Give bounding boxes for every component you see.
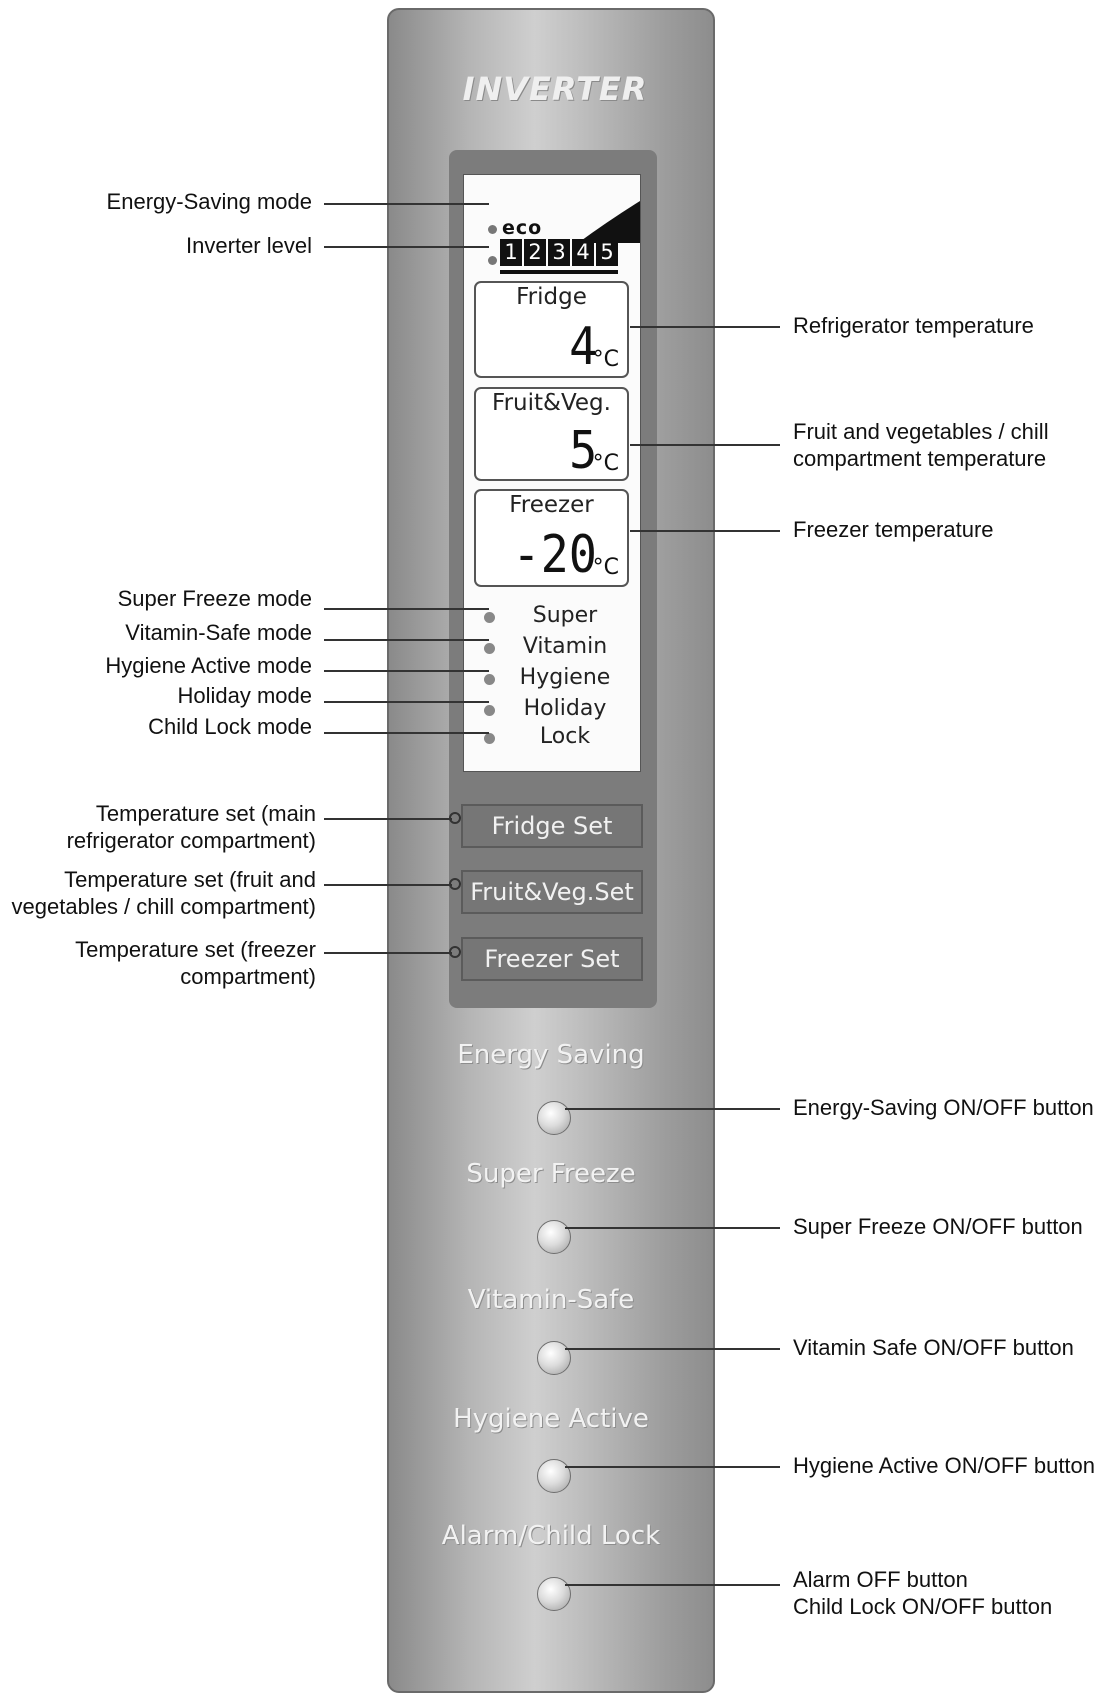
mode-lock-dot	[484, 733, 495, 744]
callout-temp-set-freezer-line-2: compartment)	[180, 964, 316, 989]
fruit-veg-temperature-box	[474, 387, 629, 481]
callout-line-temp-set-main	[324, 818, 452, 820]
callout-line-super-freeze-button	[565, 1227, 780, 1229]
inverter-level-dot	[488, 256, 497, 265]
hygiene-active-label: Hygiene Active	[453, 1404, 649, 1434]
display-frame	[449, 150, 657, 1008]
freezer-temperature-unit: °C	[592, 555, 619, 580]
callout-temp-set-fruit	[12, 866, 316, 920]
callout-temp-set-fruit-line-1: Temperature set (fruit and	[64, 867, 316, 892]
callout-line-hygiene-active-button	[565, 1466, 780, 1468]
callout-temp-set-freezer	[75, 936, 316, 990]
mode-super	[484, 603, 634, 631]
inverter-level-2: 2	[524, 239, 546, 266]
mode-super-label: Super	[532, 603, 598, 628]
freezer-temperature-value: -20	[512, 525, 597, 585]
callout-hygiene-active-mode: Hygiene Active mode	[105, 653, 312, 678]
mode-lock-label: Lock	[539, 724, 591, 749]
callout-line-holiday-mode	[324, 701, 489, 703]
inverter-logo: INVERTER	[462, 70, 648, 108]
fridge-temperature-value: 4	[568, 317, 597, 377]
callout-line-freezer-temperature	[630, 530, 780, 532]
fruit-veg-set-button[interactable]: Fruit&Veg.Set	[461, 870, 643, 914]
alarm-child-lock-label: Alarm/Child Lock	[441, 1521, 661, 1551]
callout-energy-saving-mode: Energy-Saving mode	[106, 189, 312, 214]
fridge-label: Fridge	[516, 284, 587, 310]
super-freeze-label: Super Freeze	[466, 1159, 636, 1189]
fruit-veg-label: Fruit&Veg.	[492, 390, 611, 416]
freezer-set-button[interactable]: Freezer Set	[461, 937, 643, 981]
eco-level-wedge-icon	[578, 201, 640, 243]
freezer-label: Freezer	[509, 492, 594, 518]
mode-vitamin-label: Vitamin	[522, 634, 608, 659]
super-freeze-button[interactable]	[537, 1220, 571, 1254]
callout-line-energy-saving-mode	[324, 203, 489, 205]
mode-hygiene	[484, 665, 634, 693]
callout-alarm-child-lock-button-line-1: Alarm OFF button	[793, 1567, 968, 1592]
mode-holiday	[484, 696, 634, 724]
callout-line-alarm-child-lock-button	[565, 1584, 780, 1586]
callout-line-refrigerator-temperature	[630, 326, 780, 328]
callout-energy-saving-button: Energy-Saving ON/OFF button	[793, 1095, 1094, 1120]
mode-holiday-label: Holiday	[523, 696, 607, 721]
energy-saving-button[interactable]	[537, 1101, 571, 1135]
callout-line-fruit-veg-temperature	[630, 444, 780, 446]
callout-vitamin-safe-button: Vitamin Safe ON/OFF button	[793, 1335, 1074, 1360]
callout-fruit-veg-temperature-line-2: compartment temperature	[793, 446, 1047, 471]
fridge-temperature-box	[474, 281, 629, 378]
callout-line-hygiene-active-mode	[324, 670, 489, 672]
lcd-display	[463, 174, 641, 772]
vitamin-safe-button[interactable]	[537, 1341, 571, 1375]
fruit-veg-temperature-value: 5	[568, 421, 597, 481]
callout-temp-set-freezer-line-1: Temperature set (freezer	[75, 937, 316, 962]
inverter-level-indicator	[500, 239, 620, 266]
callout-freezer-temperature: Freezer temperature	[793, 517, 994, 542]
callout-ring-temp-set-main	[449, 812, 461, 824]
callout-temp-set-fruit-line-2: vegetables / chill compartment)	[11, 894, 316, 919]
eco-text: eco	[502, 217, 543, 239]
callout-line-temp-set-freezer	[324, 952, 452, 954]
alarm-child-lock-button[interactable]	[537, 1577, 571, 1611]
callout-temp-set-main-line-1: Temperature set (main	[95, 801, 316, 826]
fridge-temperature-unit: °C	[592, 347, 619, 372]
callout-fruit-veg-temperature	[793, 418, 1049, 472]
callout-line-inverter-level	[324, 246, 489, 248]
callout-line-temp-set-fruit	[324, 884, 452, 886]
inverter-level-3: 3	[548, 239, 570, 266]
mode-hygiene-label: Hygiene	[519, 665, 611, 690]
callout-ring-temp-set-fruit	[449, 878, 461, 890]
callout-line-super-freeze-mode	[324, 608, 489, 610]
callout-fruit-veg-temperature-line-1: Fruit and vegetables / chill	[793, 419, 1049, 444]
eco-indicator-dot	[488, 225, 497, 234]
inverter-level-5: 5	[596, 239, 618, 266]
mode-vitamin-dot	[484, 643, 495, 654]
callout-ring-temp-set-freezer	[449, 946, 461, 958]
mode-super-dot	[484, 612, 495, 623]
callout-refrigerator-temperature: Refrigerator temperature	[793, 313, 1034, 338]
energy-saving-label: Energy Saving	[457, 1040, 645, 1070]
callout-line-vitamin-safe-button	[565, 1348, 780, 1350]
mode-lock	[484, 724, 634, 752]
callout-temp-set-main	[67, 800, 316, 854]
callout-hygiene-active-button: Hygiene Active ON/OFF button	[793, 1453, 1096, 1478]
callout-inverter-level: Inverter level	[186, 233, 312, 258]
control-panel	[387, 8, 715, 1693]
callout-alarm-child-lock-button-line-2: Child Lock ON/OFF button	[793, 1594, 1053, 1619]
inverter-level-4: 4	[572, 239, 594, 266]
mode-vitamin	[484, 634, 634, 662]
callout-line-child-lock-mode	[324, 732, 489, 734]
callout-alarm-child-lock-button	[793, 1566, 1052, 1620]
callout-line-energy-saving-button	[565, 1108, 780, 1110]
inverter-level-bar	[500, 270, 618, 274]
callout-vitamin-safe-mode: Vitamin-Safe mode	[125, 620, 312, 645]
callout-super-freeze-button: Super Freeze ON/OFF button	[793, 1214, 1083, 1239]
inverter-level-1: 1	[500, 239, 522, 266]
callout-temp-set-main-line-2: refrigerator compartment)	[66, 828, 316, 853]
vitamin-safe-label: Vitamin-Safe	[467, 1285, 635, 1315]
fridge-set-button[interactable]: Fridge Set	[461, 804, 643, 848]
callout-child-lock-mode: Child Lock mode	[148, 714, 312, 739]
hygiene-active-button[interactable]	[537, 1459, 571, 1493]
fruit-veg-temperature-unit: °C	[592, 451, 619, 476]
freezer-temperature-box	[474, 489, 629, 587]
mode-hygiene-dot	[484, 674, 495, 685]
callout-holiday-mode: Holiday mode	[177, 683, 312, 708]
mode-holiday-dot	[484, 705, 495, 716]
callout-super-freeze-mode: Super Freeze mode	[117, 586, 312, 611]
callout-line-vitamin-safe-mode	[324, 639, 489, 641]
